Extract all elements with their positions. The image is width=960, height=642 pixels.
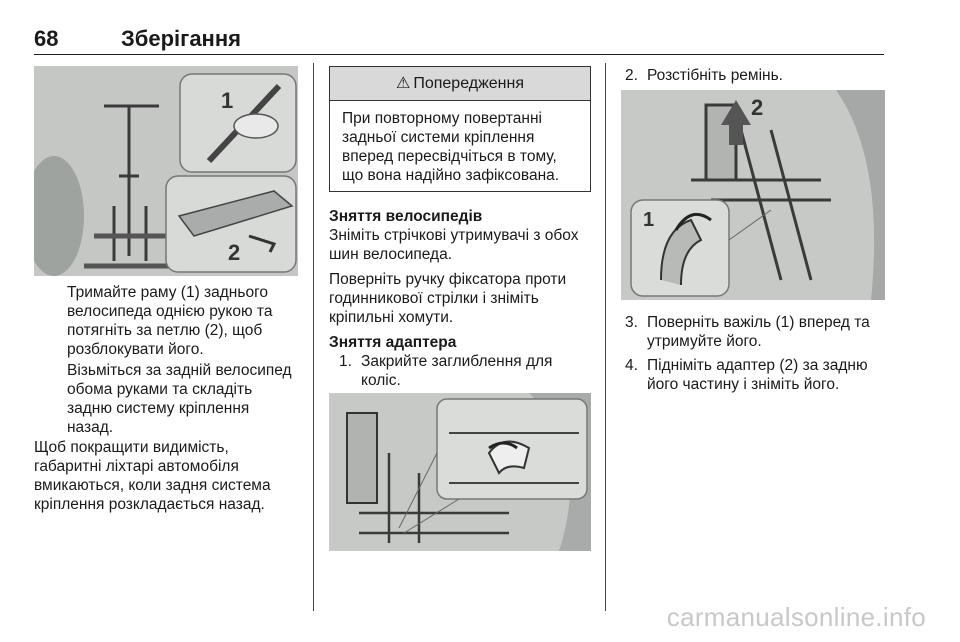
page-number: 68 xyxy=(34,26,59,51)
step-number: 3. xyxy=(625,314,638,331)
text-line: задньої системи кріплення xyxy=(342,129,535,146)
step-4 xyxy=(625,356,868,394)
warning-body xyxy=(330,101,590,185)
text-line: При повторному повертанні xyxy=(342,110,542,127)
text-line: його частину і зніміть його. xyxy=(647,376,840,393)
step-1 xyxy=(329,352,552,371)
warning-header xyxy=(330,67,590,101)
warning-icon: ⚠ xyxy=(395,75,411,92)
text-line: кріплення розкладається назад. xyxy=(34,496,265,513)
section-remove-adapter xyxy=(329,333,552,390)
text-line: що вона надійно зафіксована. xyxy=(342,167,560,184)
column-divider-left xyxy=(313,63,314,611)
figure-bike-carrier xyxy=(34,66,298,276)
page-header xyxy=(34,22,884,55)
text-line: потягніть за петлю (2), щоб xyxy=(67,322,263,339)
warning-title: Попередження xyxy=(413,75,525,92)
instruction-fold-system xyxy=(67,361,292,437)
callout-2: 2 xyxy=(228,240,241,265)
instruction-turn-knob xyxy=(329,270,566,327)
text-line: Поверніть важіль (1) вперед та xyxy=(647,314,870,331)
text-line: Щоб покращити видимість, xyxy=(34,439,229,456)
section-remove-bikes xyxy=(329,207,578,264)
text-line: велосипеда однією рукою та xyxy=(67,303,273,320)
callout-1: 1 xyxy=(643,209,655,231)
step-3 xyxy=(625,313,870,351)
heading-remove-bikes: Зняття велосипедів xyxy=(329,208,483,225)
section-title: Зберігання xyxy=(121,26,241,51)
column-divider-right xyxy=(605,63,606,611)
heading-remove-adapter: Зняття адаптера xyxy=(329,334,457,351)
text-line: годинникової стрілки і зніміть xyxy=(329,290,539,307)
text-line: Тримайте раму (1) заднього xyxy=(67,284,269,301)
step-number: 2. xyxy=(625,67,638,84)
text-line: вмикаються, коли задня система xyxy=(34,477,271,494)
text-line: вперед пересвідчіться в тому, xyxy=(342,148,557,165)
text-line: Поверніть ручку фіксатора проти xyxy=(329,271,567,288)
text-line: обома руками та складіть xyxy=(67,381,253,398)
text-line: Візьміться за задній велосипед xyxy=(67,362,292,379)
figure-adapter-wheel-recess xyxy=(329,393,591,551)
step-number: 4. xyxy=(625,357,638,374)
step-2 xyxy=(625,66,783,85)
note-visibility xyxy=(34,438,271,514)
text-line: кріпильні хомути. xyxy=(329,309,454,326)
text-line: Закрийте заглиблення для xyxy=(361,353,553,370)
text-line: утримуйте його. xyxy=(647,333,762,350)
text-line: Зніміть стрічкові утримувачі з обох xyxy=(329,227,579,244)
figure-adapter-removal xyxy=(621,90,885,300)
text-line: шин велосипеда. xyxy=(329,246,453,263)
callout-1: 1 xyxy=(221,88,234,113)
instruction-hold-frame xyxy=(67,283,272,359)
callout-2: 2 xyxy=(751,95,764,120)
text-line: назад. xyxy=(67,419,114,436)
text-line: Розстібніть ремінь. xyxy=(647,67,783,84)
step-number: 1. xyxy=(339,353,352,370)
text-line: габаритні ліхтарі автомобіля xyxy=(34,458,239,475)
text-line: Підніміть адаптер (2) за задню xyxy=(647,357,868,374)
watermark: carmanualsonline.info xyxy=(666,602,926,632)
text-line: коліс. xyxy=(361,372,401,389)
text-line: задню систему кріплення xyxy=(67,400,250,417)
warning-box xyxy=(329,66,591,192)
text-line: розблокувати його. xyxy=(67,341,204,358)
